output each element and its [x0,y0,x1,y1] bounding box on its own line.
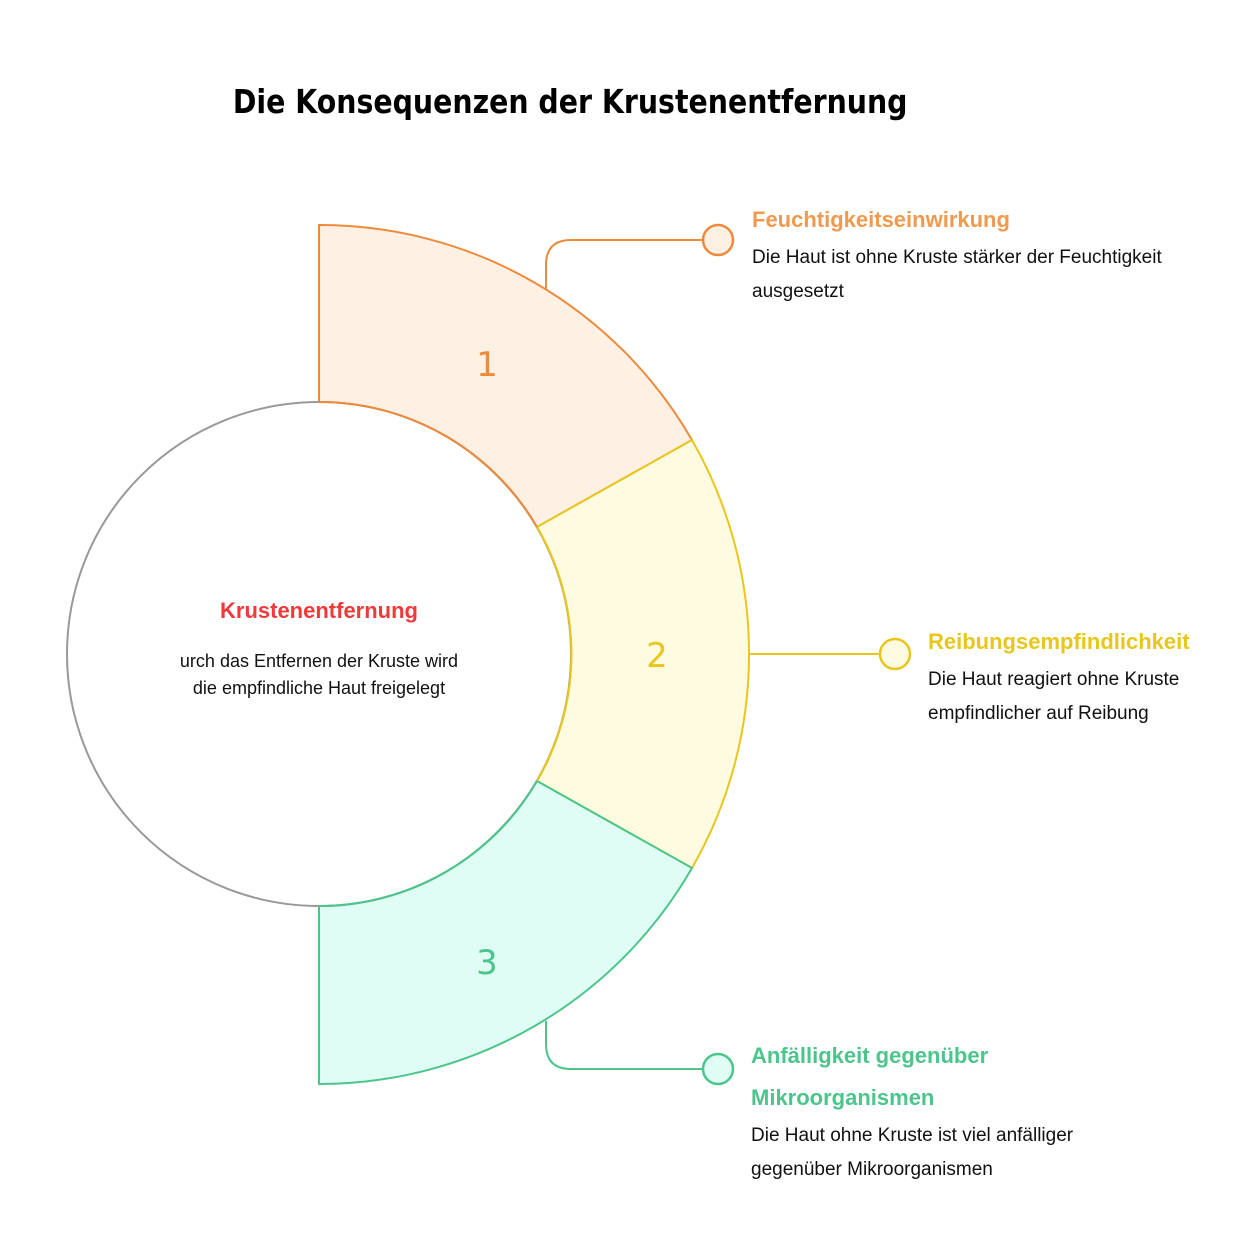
connector-2-dot-icon [880,639,910,669]
connector-1-dot-icon [703,225,733,255]
center-description: urch das Entfernen der Kruste wird die empfindliche Haut freigelegt [179,651,459,698]
label-2-description: Die Haut reagiert ohne Kruste [928,669,1180,690]
connector-3-dot-icon [703,1054,733,1084]
segment-2-number: 2 [646,636,668,676]
segment-1-number: 1 [476,345,498,385]
connector-1 [546,240,703,289]
label-1-description: Die Haut ist ohne Kruste stärker der Feuchtigkeit [752,247,1162,268]
segment-3-number: 3 [476,943,498,983]
label-mikroorganismen: Anfälligkeit gegenüber Mikroorganismen Die Haut ohne Kruste ist viel anfälliger gegenüber Mikroorganismen [751,1035,1073,1187]
center-title: Krustenentfernung [220,598,418,623]
connector-3 [546,1021,703,1069]
diagram-title: Die Konsequenzen der Krustenentfernung [232,82,908,121]
label-feuchtigkeit: Feuchtigkeitseinwirkung Die Haut ist ohne Kruste stärker der Feuchtigkeit ausgesetzt [752,199,1162,309]
label-1-title: Feuchtigkeitseinwirkung [752,207,1010,232]
label-reibung: Reibungsempfindlichkeit Die Haut reagiert ohne Kruste empfindlicher auf Reibung [928,621,1190,731]
label-3-title: Anfälligkeit gegenüber [751,1043,989,1068]
label-2-title: Reibungsempfindlichkeit [928,629,1190,654]
label-3-description: Die Haut ohne Kruste ist viel anfälliger [751,1125,1074,1146]
